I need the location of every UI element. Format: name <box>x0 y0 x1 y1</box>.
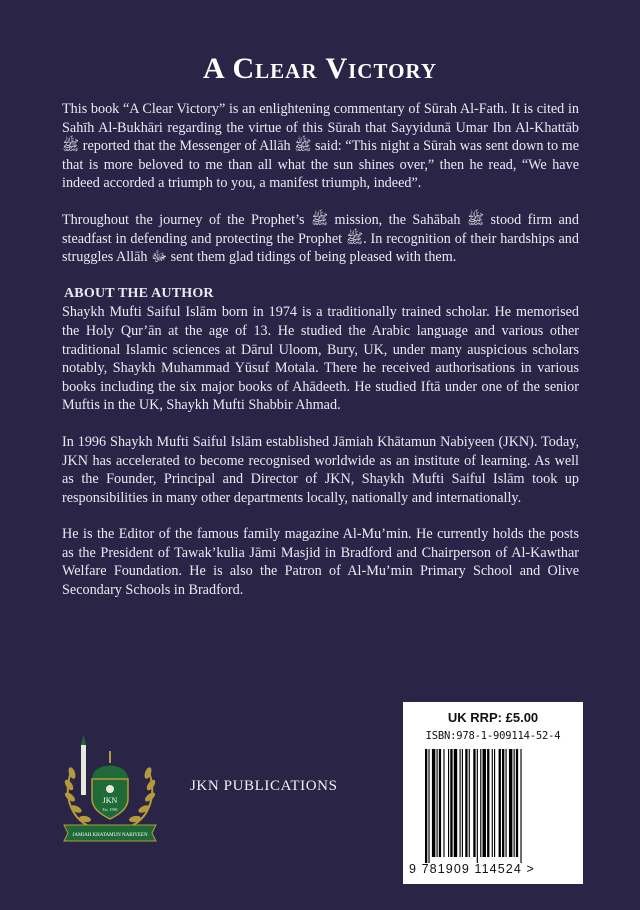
barcode-icon <box>425 749 573 863</box>
intro-paragraph: This book “A Clear Victory” is an enlightening commentary of Sūrah Al-Fath. It is cited in Sahīh Al-Bukhāri regarding the virtue of this Sūrah that Sayyidunā Umar Ibn Al-Khattāb ﷺ reported that the Messenger of Allāh ﷺ said: “This night a Sūrah was sent down to me that is more beloved to me than all what the sun shines over,” then he read, “We have indeed accorded a triumph to you, a manifest triumph, indeed”. <box>62 101 579 192</box>
barcode-bar <box>520 749 521 863</box>
barcode-bar <box>469 749 470 857</box>
barcode-bar <box>425 749 427 863</box>
barcode-bar <box>483 749 486 857</box>
price-label: UK RRP: £5.00 <box>447 710 539 725</box>
barcode-panel <box>403 702 583 884</box>
barcode-bar <box>443 749 444 857</box>
barcode-bar <box>480 749 481 857</box>
barcode-bar <box>465 749 467 857</box>
barcode-bar <box>499 749 501 857</box>
about-heading: ABOUT THE AUTHOR <box>64 285 214 301</box>
barcode-bar <box>428 749 429 863</box>
barcode-bar <box>439 749 441 857</box>
barcode-bar <box>506 749 507 857</box>
barcode-bar <box>462 749 463 857</box>
barcode-digits: 9 781909 114524 > <box>409 862 535 876</box>
svg-text:JAMIAH KHATAMUN NABIYEEN: JAMIAH KHATAMUN NABIYEEN <box>72 833 148 838</box>
barcode-bar <box>432 749 435 857</box>
barcode-bar <box>454 749 457 857</box>
about-paragraph: He is the Editor of the famous family magazine Al-Mu’min. He currently holds the posts as the President of Tawak’kulia Jāmi Masjid in Bradford and Chairperson of Al-Kawthar Welfare Foundation. He is also the Patron of Al-Mu’min Primary School and Olive Secondary Schools in Bradford. <box>62 526 579 599</box>
page-title: A Clear Victory <box>202 52 438 85</box>
barcode-bar <box>460 749 461 857</box>
about-paragraph: In 1996 Shaykh Mufti Saiful Islām established Jāmiah Khātamun Nabiyeen (JKN). Today, JKN has accelerated to become recognised worldwide as an institute of learning. As well as the Founder, Principal and Director of JKN, Shaykh Mufti Saiful Islām took up responsibilities in many other departments locally, nationally and internationally. <box>62 433 579 506</box>
svg-text:Est. 1996: Est. 1996 <box>102 807 118 812</box>
barcode-bar <box>487 749 489 857</box>
barcode-bar <box>502 749 504 857</box>
mosque-wreath-logo-icon <box>56 733 164 843</box>
intro-paragraph: Throughout the journey of the Prophet’s ﷺ mission, the Sahābah ﷺ stood firm and steadfast in defending and protecting the Prophet ﷺ. In recognition of their hardships and struggles Allāh ﷻ sent them glad tidings of being pleased with them. <box>62 211 579 266</box>
publisher-name: JKN PUBLICATIONS <box>190 778 338 794</box>
barcode-bar <box>516 749 518 857</box>
barcode-bar <box>477 749 478 863</box>
svg-text:JKN: JKN <box>102 796 118 805</box>
about-paragraph: Shaykh Mufti Saiful Islām born in 1974 is a traditionally trained scholar. He memorised the Holy Qur’ān at the age of 13. He studied the Arabic language and various other traditional Islamic sciences at Dārul Uloom, Bury, UK, under many auspicious scholars notably, Shaykh Muhammad Yūsuf Motala. There he received authorisations in various books including the six major books of Ahādeeth. He studied Iftā under one of the senior Muftis in the UK, Shaykh Mufti Shabbir Ahmad. <box>62 304 579 414</box>
barcode-bar <box>494 749 495 857</box>
isbn-label: ISBN:978-1-909114-52-4 <box>425 730 561 742</box>
barcode-bar <box>514 749 515 857</box>
barcode-bar <box>450 749 452 857</box>
barcode-bar <box>509 749 512 857</box>
barcode-bar <box>448 749 449 857</box>
barcode-bar <box>437 749 438 857</box>
barcode-bar <box>473 749 475 857</box>
back-cover-text <box>62 100 579 618</box>
barcode-bar <box>492 749 493 857</box>
